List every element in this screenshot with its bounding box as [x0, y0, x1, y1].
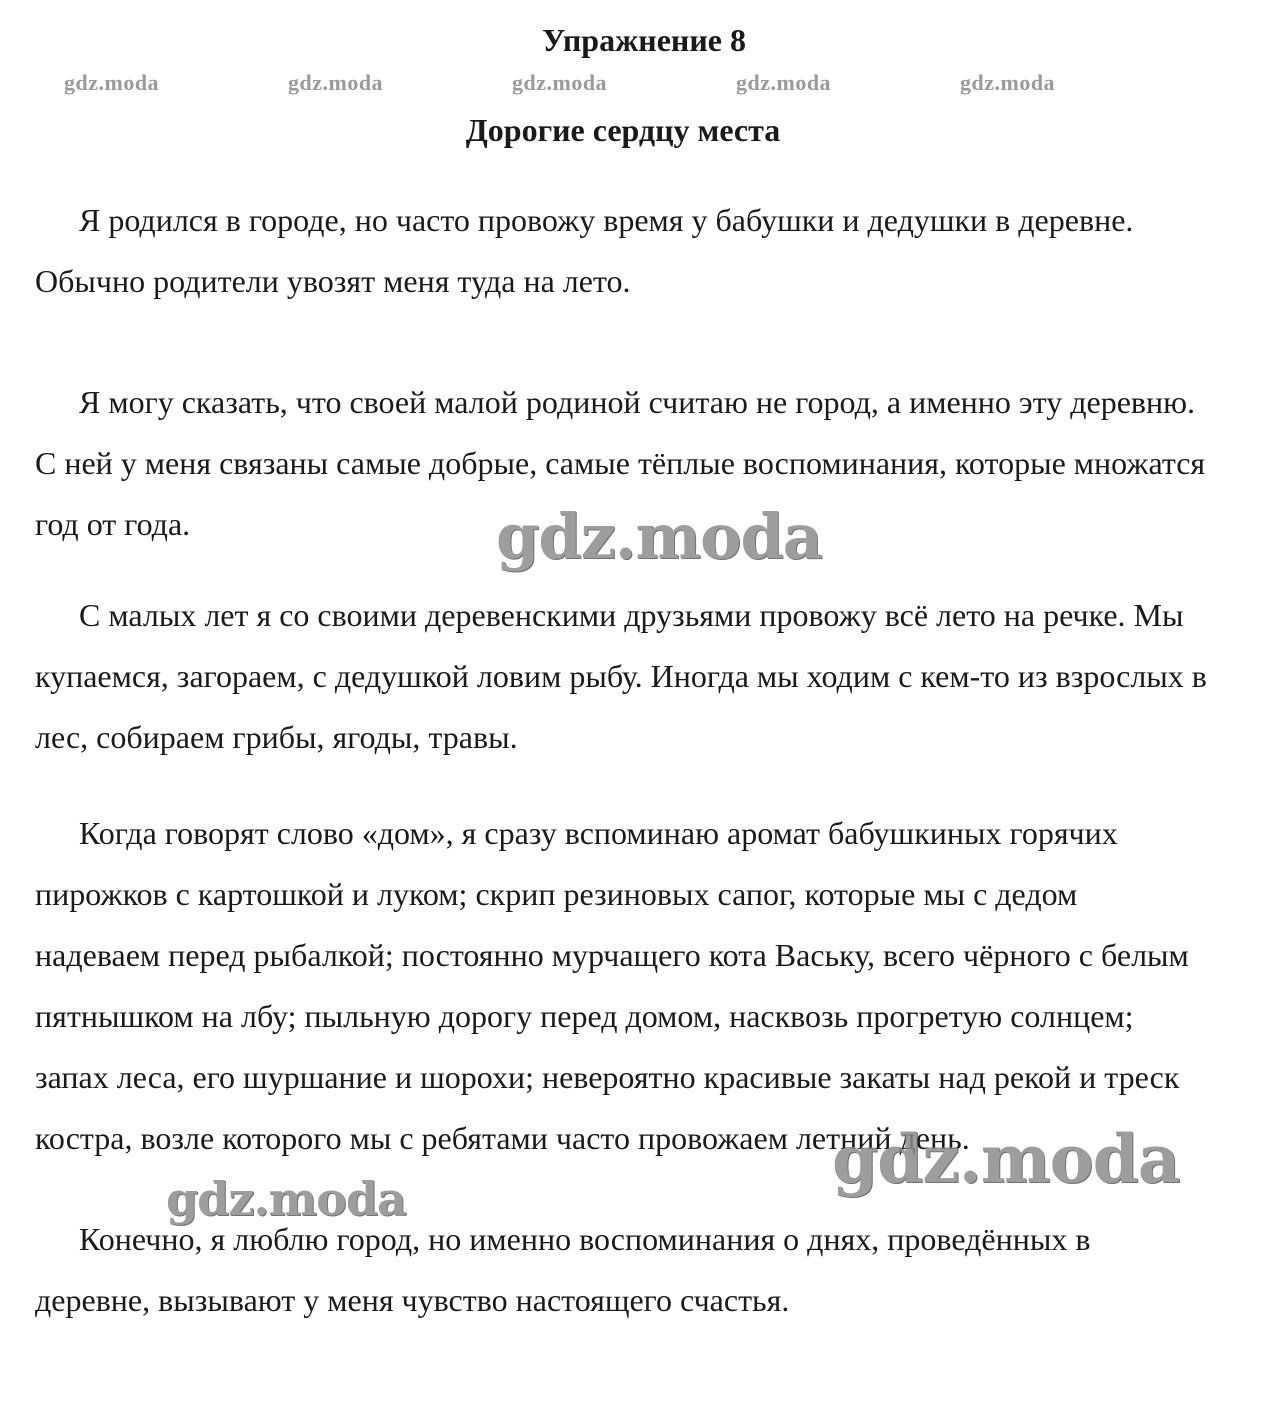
watermark-small: gdz.moda	[512, 70, 608, 95]
watermark-row	[0, 70, 1288, 100]
essay-title: Дорогие сердцу места	[465, 112, 781, 148]
watermark-small: gdz.moda	[960, 70, 1056, 95]
watermark-small: gdz.moda	[736, 70, 832, 95]
paragraph-5: Конечно, я люблю город, но именно воспоминания о днях, проведённых в деревне, вызывают у меня чувство настоящего счастья.	[35, 1221, 1091, 1318]
paragraph-2: Я могу сказать, что своей малой родиной считаю не город, а именно эту деревню. С ней у меня связаны самые добрые, самые тёплые воспоминания, которые множатся год от года.	[35, 384, 1206, 542]
paragraph-4: Когда говорят слово «дом», я сразу вспоминаю аромат бабушкиных горячих пирожков с картошкой и луком; скрип резиновых сапог, которые мы с дедом надеваем перед рыбалкой; постоянно мурчащего кота Ваську, всего чёрного с белым пятнышком на лбу; пыльную дорогу перед домом, насквозь прогретую солнцем; запах леса, его шуршание и шорохи; невероятно красивые закаты над рекой и треск костра, возле которого мы с ребятами часто провожаем летний день.	[35, 815, 1189, 1156]
watermark-small: gdz.moda	[64, 70, 160, 95]
paragraph-3: С малых лет я со своими деревенскими друзьями провожу всё лето на речке. Мы купаемся, загораем, с дедушкой ловим рыбу. Иногда мы ходим с кем-то из взрослых в лес, собираем грибы, ягоды, травы.	[35, 597, 1207, 755]
watermark-large: gdz.moda	[496, 500, 822, 573]
watermark-large: gdz.moda	[832, 1120, 1180, 1198]
watermark-small: gdz.moda	[288, 70, 384, 95]
watermark-large: gdz.moda	[166, 1172, 406, 1226]
exercise-title: Упражнение 8	[541, 22, 746, 58]
paragraph-1: Я родился в городе, но часто провожу время у бабушки и дедушки в деревне. Обычно родители увозят меня туда на лето.	[35, 202, 1134, 299]
